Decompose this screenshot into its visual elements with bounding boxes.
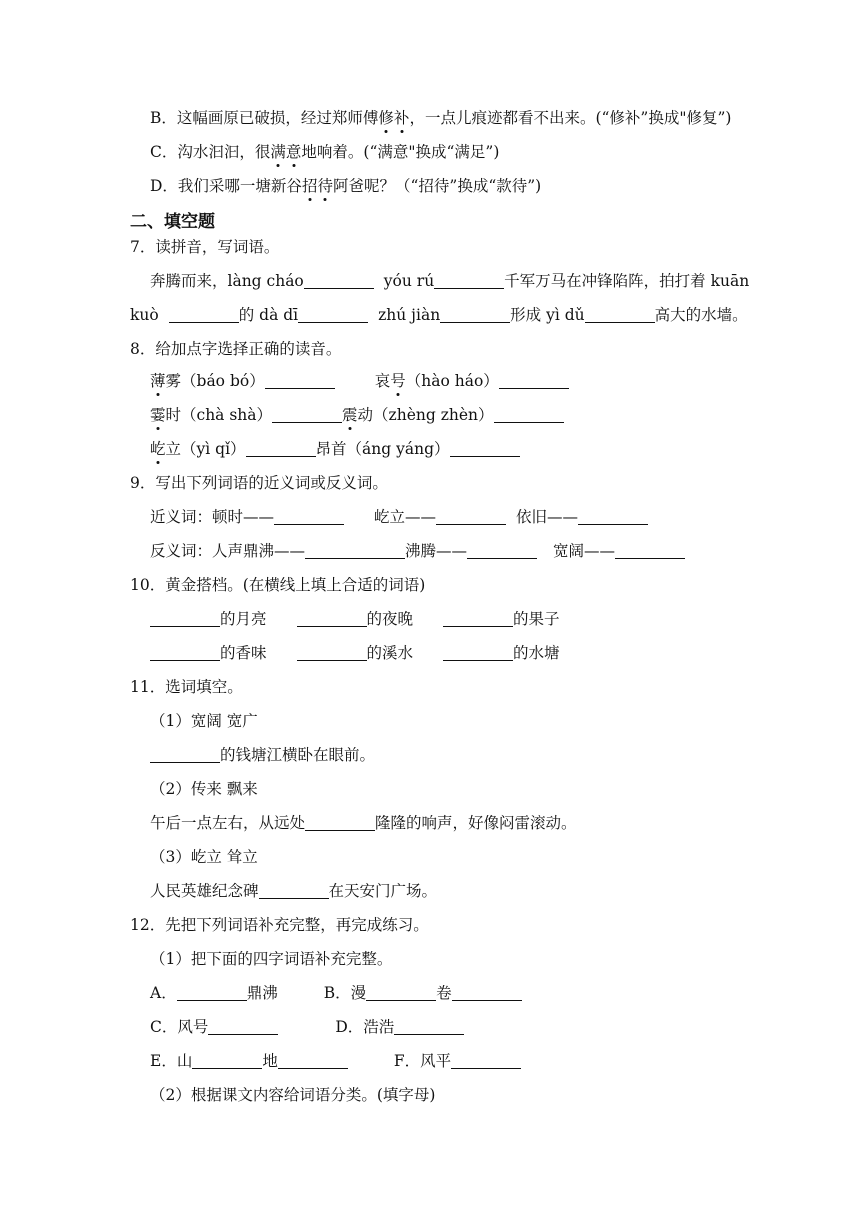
answer-blank[interactable] bbox=[150, 746, 220, 763]
question-12-part2: （2）根据课文内容给词语分类。(填字母) bbox=[150, 1086, 436, 1104]
answer-blank[interactable] bbox=[246, 440, 316, 457]
section-title: 二、填空题 bbox=[130, 212, 215, 232]
answer-blank[interactable] bbox=[274, 508, 344, 525]
question-8-title: 8．给加点字选择正确的读音。 bbox=[130, 340, 342, 358]
question-11-sentence1: 的钱塘江横卧在眼前。 bbox=[150, 744, 375, 766]
dotted-char: 震 bbox=[342, 406, 358, 424]
answer-blank[interactable] bbox=[192, 1052, 262, 1069]
dotted-char: 满 bbox=[270, 143, 286, 161]
answer-blank[interactable] bbox=[450, 440, 520, 457]
question-7-title: 7．读拼音，写词语。 bbox=[130, 238, 280, 256]
question-10-title: 10．黄金搭档。(在横线上填上合适的词语) bbox=[130, 576, 426, 594]
dotted-char: 霎 bbox=[150, 406, 166, 424]
answer-blank[interactable] bbox=[169, 306, 239, 323]
answer-blank[interactable] bbox=[297, 644, 367, 661]
answer-blank[interactable] bbox=[298, 306, 368, 323]
dotted-char: 号 bbox=[390, 372, 406, 390]
question-12-row-cd: C．风号 D．浩浩 bbox=[150, 1016, 464, 1038]
question-11-title: 11．选词填空。 bbox=[130, 678, 243, 696]
question-12-row-ef: E．山 地 F．风平 bbox=[150, 1050, 521, 1072]
question-10-row1: 的月亮 的夜晚 的果子 bbox=[150, 608, 560, 630]
answer-blank[interactable] bbox=[297, 610, 367, 627]
answer-blank[interactable] bbox=[150, 610, 220, 627]
answer-blank[interactable] bbox=[578, 508, 648, 525]
dotted-char: 待 bbox=[317, 177, 333, 195]
answer-blank[interactable] bbox=[440, 306, 510, 323]
answer-blank[interactable] bbox=[499, 372, 569, 389]
question-11-pair3: （3）屹立 耸立 bbox=[150, 848, 258, 866]
answer-blank[interactable] bbox=[494, 406, 564, 423]
answer-blank[interactable] bbox=[259, 882, 329, 899]
question-12-title: 12．先把下列词语补充完整，再完成练习。 bbox=[130, 916, 429, 934]
answer-blank[interactable] bbox=[272, 406, 342, 423]
question-11-sentence3: 人民英雄纪念碑 在天安门广场。 bbox=[150, 882, 438, 900]
option-b: B．这幅画原已破损，经过郑师傅修补，一点儿痕迹都看不出来。(“修补”换成"修复”) bbox=[150, 109, 732, 127]
answer-blank[interactable] bbox=[394, 1018, 464, 1035]
answer-blank[interactable] bbox=[304, 272, 374, 289]
question-8-row2: 霎时（chà shà） 震动（zhèng zhèn） bbox=[150, 404, 564, 426]
question-11-pair2: （2）传来 飘来 bbox=[150, 780, 258, 798]
answer-blank[interactable] bbox=[177, 984, 247, 1001]
dotted-char: 意 bbox=[285, 143, 302, 161]
question-10-row2: 的香味 的溪水 的水塘 bbox=[150, 642, 560, 664]
question-7-line2: kuò 的 dà dī zhú jiàn 形成 yì dǔ 高大的水墙。 bbox=[130, 306, 748, 324]
answer-blank[interactable] bbox=[443, 610, 513, 627]
question-7-line1: 奔腾而来，làng cháo yóu rú 千军万马在冲锋陷阵，拍打着 kuān bbox=[150, 272, 750, 290]
option-c: C．沟水汩汩，很满意地响着。(“满意"换成“满足”) bbox=[150, 143, 500, 161]
dotted-char: 招 bbox=[301, 177, 318, 195]
answer-blank[interactable] bbox=[585, 306, 655, 323]
question-9-antonyms: 反义词：人声鼎沸—— 沸腾—— 宽阔—— bbox=[150, 540, 685, 562]
answer-blank[interactable] bbox=[451, 1052, 521, 1069]
question-9-synonyms: 近义词：顿时—— 屹立—— 依旧—— bbox=[150, 506, 648, 528]
dotted-char: 屹 bbox=[150, 440, 166, 458]
answer-blank[interactable] bbox=[467, 542, 537, 559]
answer-blank[interactable] bbox=[434, 272, 504, 289]
question-12-part1: （1）把下面的四字词语补充完整。 bbox=[150, 950, 393, 968]
answer-blank[interactable] bbox=[443, 644, 513, 661]
answer-blank[interactable] bbox=[265, 372, 335, 389]
question-8-row1: 薄雾（báo bó） 哀号（hào háo） bbox=[150, 370, 569, 392]
dotted-char: 补 bbox=[393, 109, 410, 127]
answer-blank[interactable] bbox=[452, 984, 522, 1001]
dotted-char: 修 bbox=[378, 109, 394, 127]
question-8-row3: 屹立（yì qǐ） 昂首（áng yáng） bbox=[150, 438, 520, 460]
question-11-pair1: （1）宽阔 宽广 bbox=[150, 712, 258, 730]
question-11-sentence2: 午后一点左右，从远处 隆隆的响声，好像闷雷滚动。 bbox=[150, 814, 577, 832]
option-d: D．我们采哪一塘新谷招待阿爸呢？（“招待”换成“款待”) bbox=[150, 177, 542, 195]
question-9-title: 9．写出下列词语的近义词或反义词。 bbox=[130, 474, 388, 492]
answer-blank[interactable] bbox=[305, 814, 375, 831]
answer-blank[interactable] bbox=[366, 984, 436, 1001]
answer-blank[interactable] bbox=[278, 1052, 348, 1069]
question-12-row-ab: A． 鼎沸 B．漫 卷 bbox=[150, 982, 522, 1004]
answer-blank[interactable] bbox=[208, 1018, 278, 1035]
answer-blank[interactable] bbox=[305, 542, 405, 559]
answer-blank[interactable] bbox=[150, 644, 220, 661]
answer-blank[interactable] bbox=[436, 508, 506, 525]
answer-blank[interactable] bbox=[615, 542, 685, 559]
dotted-char: 薄 bbox=[150, 372, 166, 390]
